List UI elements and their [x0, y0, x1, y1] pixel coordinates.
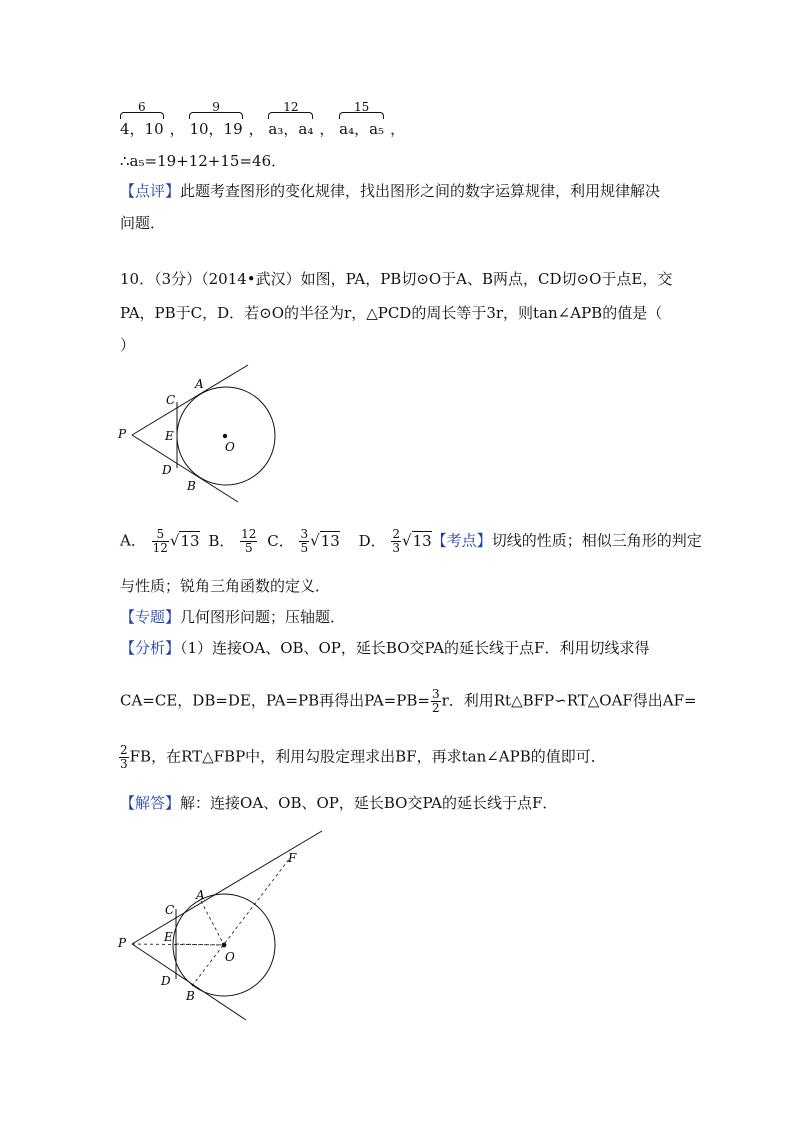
fenxi-text-1: （1）连接OA、OB、OP，延长BO交PA的延长线于点F．利用切线求得	[180, 639, 650, 657]
dianping-tag: 【点评】	[120, 182, 181, 200]
label-o: O	[225, 440, 235, 454]
fenxi-line-2	[120, 688, 697, 715]
dianping-line-1	[120, 180, 660, 201]
brace-group-3	[268, 100, 314, 139]
label-e-2: E	[164, 930, 173, 944]
kaodian-line-2: 与性质；锐角三角函数的定义．	[120, 577, 331, 595]
brace-bottom-4: a₄，a₅	[339, 120, 385, 138]
label-d-2: D	[161, 974, 171, 988]
label-p-2: P	[118, 936, 127, 950]
fenxi-text-2a: CA=CE，DB=DE，PA=PB再得出PA=PB=	[120, 691, 430, 710]
jieda-tag: 【解答】	[120, 794, 181, 812]
kaodian-text-1: 切线的性质；相似三角形的判定	[491, 531, 702, 550]
label-c-2: C	[165, 903, 175, 917]
jieda-text: 解：连接OA、OB、OP，延长BO交PA的延长线于点F．	[180, 794, 558, 812]
option-b-frac: $\frac{12}{5}$	[241, 527, 257, 555]
option-c-frac: $\frac{3}{5}$	[300, 527, 309, 555]
brace-group-1	[120, 100, 164, 139]
label-b: B	[187, 479, 196, 493]
label-f-2: F	[288, 851, 297, 865]
kaodian-tag: 【考点】	[431, 531, 492, 550]
question-line-3: ）	[120, 336, 136, 354]
label-c: C	[166, 393, 176, 407]
option-c-label: C．	[267, 531, 294, 550]
label-e: E	[165, 429, 174, 443]
brace-top-2: 9	[212, 100, 220, 114]
fenxi-frac-1: $\frac{3}{2}$	[431, 687, 440, 715]
options-line: A． $\frac{5}{12}$ √13 B． $\frac{12}{5}$ C． $\frac{3}{5}$ √13 D． $\frac{2}{3}$ √13【考点】切线的性质；相似三角形的判定	[120, 527, 702, 555]
dianping-line-2: 问题．	[120, 214, 166, 232]
question-line-2: PA，PB于C，D．若⊙O的半径为r，△PCD的周长等于3r，则tan∠APB的值是（	[120, 304, 663, 322]
tangent-pa	[132, 365, 248, 435]
label-a: A	[195, 377, 204, 391]
figure-2	[110, 825, 340, 1025]
center-point	[223, 434, 227, 438]
fenxi-line-1	[120, 637, 649, 658]
brace-bottom-3: a₃，a₄	[268, 120, 314, 138]
jieda-line	[120, 792, 557, 813]
option-d-rad: 13	[412, 531, 432, 550]
fenxi-text-3: FB，在RT△FBP中，利用勾股定理求出BF，再求tan∠APB的值即可．	[129, 747, 606, 766]
dash-bf	[192, 858, 290, 986]
option-d-frac: $\frac{2}{3}$	[392, 527, 401, 555]
label-a-2: A	[196, 888, 205, 902]
dash-oa	[201, 901, 224, 945]
label-b-2: B	[186, 989, 195, 1003]
brace-group-2	[189, 100, 243, 139]
zhuanti-text: 几何图形问题；压轴题．	[180, 608, 346, 626]
option-b-label: B．	[208, 531, 235, 550]
figure-1	[110, 360, 290, 510]
fenxi-tag: 【分析】	[120, 639, 181, 657]
fenxi-line-3	[118, 744, 606, 771]
option-d-label: D．	[358, 531, 386, 550]
line-pf	[132, 831, 322, 944]
dianping-text-1: 此题考查图形的变化规律，找出图形之间的数字运算规律，利用规律解决	[180, 182, 661, 200]
brace-bottom-1: 4，10	[120, 120, 164, 138]
option-a-label: A．	[120, 531, 146, 550]
brace-bottom-2: 10，19	[189, 120, 243, 138]
fenxi-text-2b: r．利用Rt△BFP∽RT△OAF得出AF=	[441, 691, 697, 710]
brace-row: 6 4，10 ， 9 10，19 ， 12 a₃，a₄ ， 15 a₄，a₅ ，	[120, 100, 406, 138]
label-p: P	[118, 427, 127, 441]
label-o-2: O	[225, 950, 235, 964]
fenxi-frac-2: $\frac{2}{3}$	[120, 743, 128, 771]
zhuanti-tag: 【专题】	[120, 608, 181, 626]
result-line: ∴a₅=19+12+15=46．	[120, 152, 287, 170]
brace-group-4	[339, 100, 385, 139]
question-line-1: 10．（3分）（2014•武汉）如图，PA，PB切⊙O于A、B两点，CD切⊙O于点E，交	[120, 270, 673, 288]
center-point-2	[222, 943, 227, 948]
label-d: D	[162, 463, 172, 477]
option-a-frac: $\frac{5}{12}$	[152, 527, 168, 555]
option-a-rad: 13	[180, 531, 200, 550]
tangent-pb	[132, 435, 238, 502]
brace-top-1: 6	[138, 100, 146, 114]
zhuanti-line	[120, 606, 345, 627]
brace-top-3: 12	[283, 100, 299, 114]
option-c-rad: 13	[320, 531, 340, 550]
brace-top-4: 15	[353, 100, 370, 114]
